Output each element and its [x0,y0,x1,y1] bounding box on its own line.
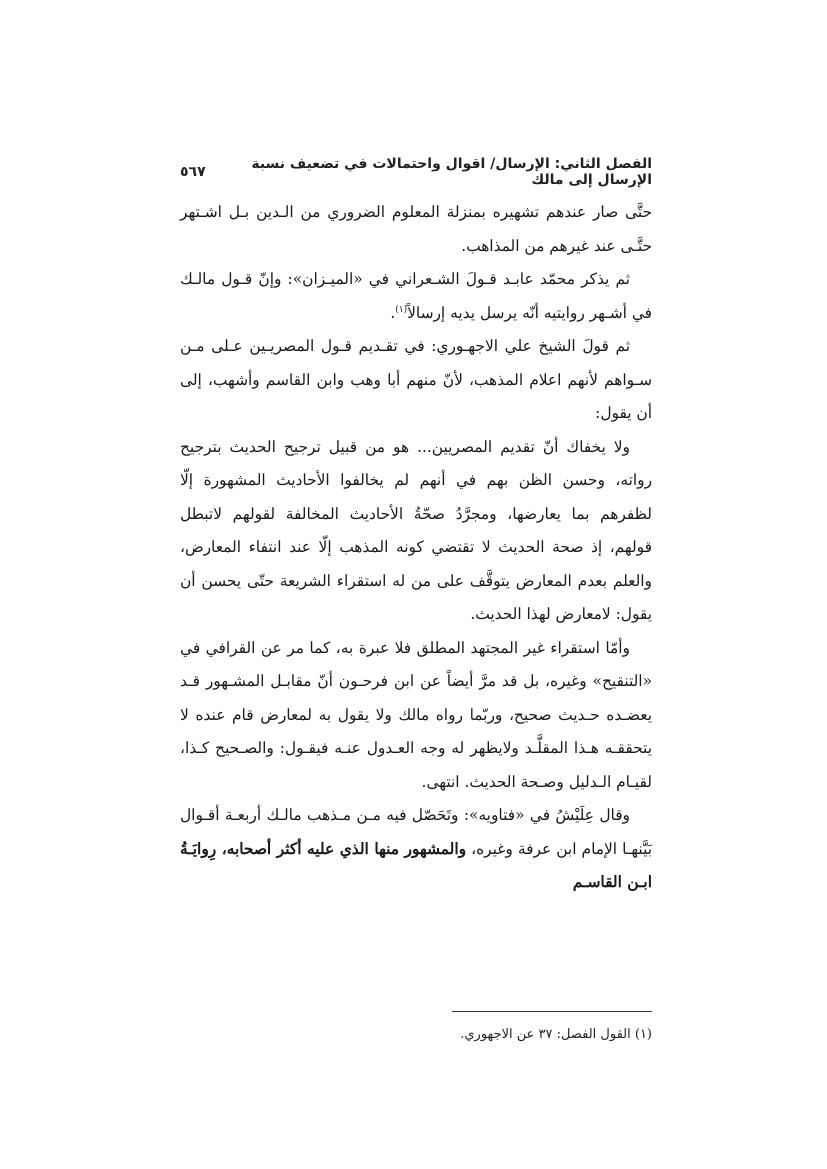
paragraph-2-text: ثم يذكر محمّد عابـد قـولَ الشـعراني في «الميـزان»: وإنّ قـول مالـك في أشـهر روايتيه أنّه يرسل يديه إرسالاً [180,270,652,322]
body-text [180,196,652,900]
paragraph-6-bold: والمشهور منها الذي عليه أكثر أصحابه، رِوايَـةُ ابـن القاسـم [180,839,652,891]
footnote: (١) القول الفصل: ٣٧ عن الاجهوري. [460,1027,652,1042]
paragraph-2-end: . [390,303,396,322]
paragraph-2 [180,263,652,330]
paragraph-5: وأمّا استقراء غير المجتهد المطلق فلا عبرة به، كما مر عن القرافي في «التنقيح» وغيره، بل قد مرَّ أيضاً عن ابن فرحـون أنّ مقابـل المشـهور قـد يعضـده حـديث صحيح، وربّما رواه مالك ولا يقول به لمعارض قام عنده لا يتحققـه هـذا المقلَّـد ولايظهر له وجه العـدول عنـه فيقـول: والصـحيح كـذا، لقيـام الـدليل وصـحة الحديث. انتهى. [180,638,652,791]
footnote-divider [452,1011,652,1012]
chapter-title: الفصل الثاني: الإرسال/ اقوال واحتمالات في تضعيف نسبة الإرسال إلى مالك [251,156,652,188]
paragraph-6 [180,799,652,900]
page-number: ٥٦٧ [180,164,206,180]
paragraph-3: ثم قولَ الشيخ علي الاجهـوري: في تقـديم قـول المصريـين عـلى مـن سـواهم لأنهم اعلام المذهب، لأنّ منهم أبا وهب وابن القاسم وأشهب، إلى أن يقول: [180,337,652,422]
paragraph-6-text: وقال عِلَيْشُ في «فتاويه»: وتَحَصّل فيه مـن مـذهب مالـك أربعـة أقـوال بَيَّنهـا الإمام ابن عرفة وغيره، [180,806,652,858]
paragraph-1: حتَّى صار عندهم تشهيره بمنزلة المعلوم الضروري من الـدين بـل اشـتهر حتَّـى عند غيرهم من المذاهب. [180,203,652,255]
paragraph-4: ولا يخفاك أنّ تقديم المصريين... هو من قبيل ترجيح الحديث بترجيح رواته، وحسن الظن بهم في أنهم لم يخالفوا الأحاديث المشهورة إلّا لظفرهم بما يعارضها، ومجرَّدُ صحّةُ الأحاديث المخالفة لقولهم لاتبطل قولهم، إذ صحة الحديث لا تقتضي كونه المذهب إلّا عند انتفاء المعارض، والعلم بعدم المعارض يتوقَّف على من له استقراء الشريعة حتّى يحسن أن يقول: لامعارض لهذا الحديث. [180,437,652,623]
footnote-ref: (١) [395,304,408,315]
page-header [180,158,652,186]
